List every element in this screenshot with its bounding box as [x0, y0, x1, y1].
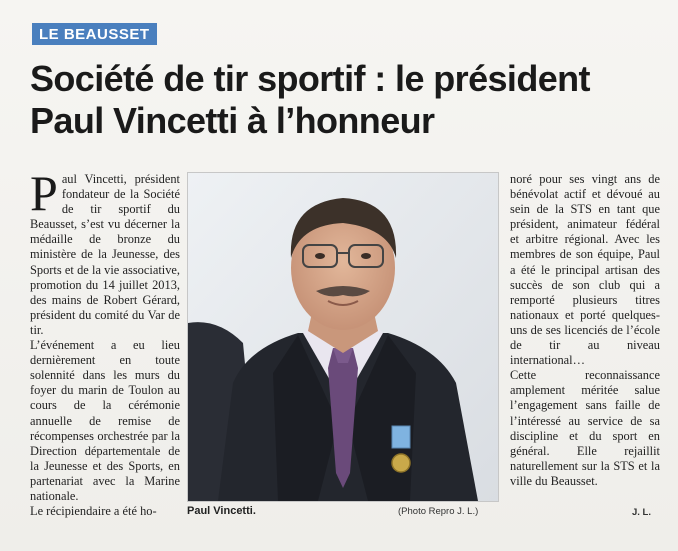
headline — [30, 58, 670, 142]
paragraph-2: L’événement a eu lieu dernièrement en toute solennité dans les murs du foyer du marin de Toulon au cours de la cérémonie annuelle de remise de récompenses orchestrée par la Direction départementale de la Jeunesse et des Sports, en partenariat avec la Marine nationale. — [30, 338, 180, 503]
section-kicker: LE BEAUSSET — [32, 23, 157, 45]
drop-cap: P — [30, 165, 58, 221]
headline-line-1: Société de tir sportif : le président — [30, 58, 590, 99]
headline-line-2: Paul Vincetti à l’honneur — [30, 100, 435, 141]
portrait-illustration — [188, 173, 498, 501]
photo-caption: Paul Vincetti. — [187, 505, 256, 517]
author-signature: J. L. — [632, 507, 652, 518]
photo-credit: (Photo Repro J. L.) — [398, 506, 479, 517]
portrait-photo — [187, 172, 499, 502]
paragraph-1 — [30, 165, 180, 338]
paragraph-3: Le récipiendaire a été ho- — [30, 504, 157, 519]
paragraph-5: Cette reconnaissance amplement méritée salue l’engagement sans faille de l’intéressé au service de sa discipline et du sport en général. Elle rejaillit naturellement sur la STS et la ville du Beausset. — [510, 368, 660, 488]
article-left-column — [30, 165, 180, 519]
article-right-column — [510, 172, 660, 489]
paragraph-1-text: aul Vincetti, président fondateur de la Société de tir sportif du Beausset, s’est vu décerner la médaille de bronze du ministère de la Jeunesse, des Sports et de la vie associative, promotion du 14 juillet 2013, des mains de Robert Gérard, président du comité du Var de tir. — [30, 172, 180, 337]
paragraph-4: noré pour ses vingt ans de bénévolat actif et dévoué au sein de la STS en tant que président, animateur fédéral et arbitre régional. Avec les membres de son équipe, Paul a été le principal artisan des succès de son club qui a remporté plusieurs titres nationaux et porté quelques-uns de ses licenciés de l’école de tir au niveau international… — [510, 172, 660, 368]
